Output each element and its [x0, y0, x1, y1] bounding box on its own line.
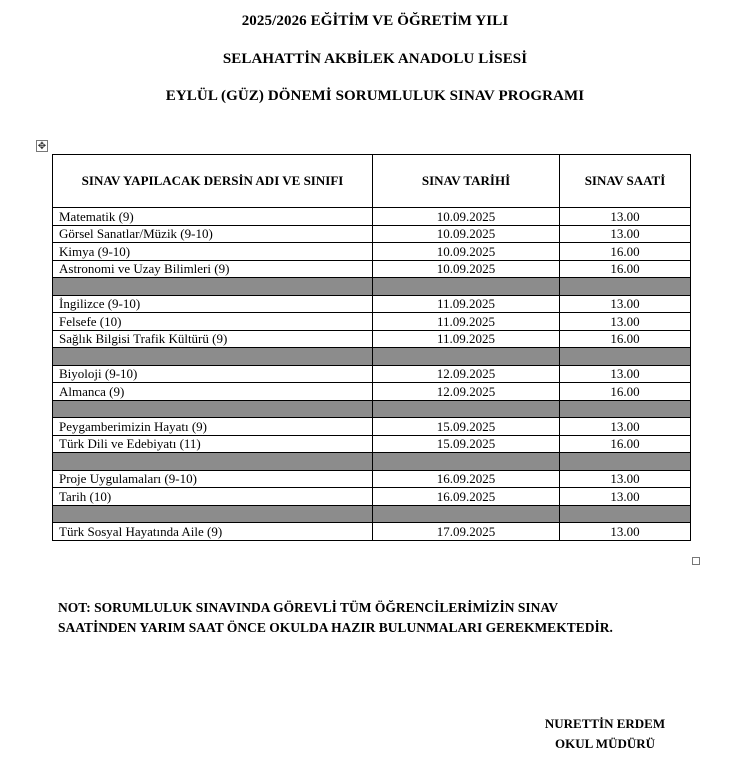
course-cell: Matematik (9): [53, 208, 373, 226]
time-cell: 13.00: [560, 470, 691, 488]
table-row: [53, 418, 691, 436]
time-cell: 13.00: [560, 488, 691, 506]
separator-cell: [373, 453, 560, 471]
course-cell: Almanca (9): [53, 383, 373, 401]
date-cell: 11.09.2025: [373, 330, 560, 348]
table-row: [53, 488, 691, 506]
time-cell: 13.00: [560, 295, 691, 313]
time-cell: 16.00: [560, 243, 691, 261]
date-cell: 10.09.2025: [373, 243, 560, 261]
course-column-header: SINAV YAPILACAK DERSİN ADI VE SINIFI: [53, 155, 373, 208]
date-cell: 11.09.2025: [373, 313, 560, 331]
time-cell: 16.00: [560, 435, 691, 453]
time-column-header: SINAV SAATİ: [560, 155, 691, 208]
separator-cell: [53, 505, 373, 523]
table-body: [53, 208, 691, 541]
course-cell: Türk Dili ve Edebiyatı (11): [53, 435, 373, 453]
time-cell: 13.00: [560, 418, 691, 436]
table-row: [53, 295, 691, 313]
date-cell: 16.09.2025: [373, 488, 560, 506]
table-row: [53, 435, 691, 453]
course-cell: Sağlık Bilgisi Trafik Kültürü (9): [53, 330, 373, 348]
principal-title: OKUL MÜDÜRÜ: [554, 736, 656, 751]
time-cell: 13.00: [560, 225, 691, 243]
separator-cell: [53, 278, 373, 296]
time-cell: 13.00: [560, 365, 691, 383]
separator-cell: [560, 400, 691, 418]
date-cell: 15.09.2025: [373, 435, 560, 453]
course-cell: Astronomi ve Uzay Bilimleri (9): [53, 260, 373, 278]
table-row: [53, 470, 691, 488]
table-move-handle-icon[interactable]: ✥: [37, 141, 47, 152]
group-separator-row: [53, 453, 691, 471]
table-header-row: [53, 155, 691, 208]
table-row: [53, 330, 691, 348]
date-cell: 10.09.2025: [373, 225, 560, 243]
separator-cell: [373, 505, 560, 523]
program-title-heading: EYLÜL (GÜZ) DÖNEMİ SORUMLULUK SINAV PROGRAMI: [165, 88, 585, 104]
group-separator-row: [53, 400, 691, 418]
separator-cell: [373, 278, 560, 296]
time-cell: 13.00: [560, 208, 691, 226]
separator-cell: [560, 278, 691, 296]
course-cell: Felsefe (10): [53, 313, 373, 331]
year-heading: 2025/2026 EĞİTİM VE ÖĞRETİM YILI: [241, 13, 509, 29]
date-cell: 15.09.2025: [373, 418, 560, 436]
course-cell: Biyoloji (9-10): [53, 365, 373, 383]
separator-cell: [560, 505, 691, 523]
course-cell: Türk Sosyal Hayatında Aile (9): [53, 523, 373, 541]
date-cell: 17.09.2025: [373, 523, 560, 541]
course-cell: Peygamberimizin Hayatı (9): [53, 418, 373, 436]
group-separator-row: [53, 505, 691, 523]
time-cell: 13.00: [560, 313, 691, 331]
separator-cell: [560, 453, 691, 471]
date-cell: 12.09.2025: [373, 365, 560, 383]
separator-cell: [53, 453, 373, 471]
exam-schedule-table: [52, 154, 691, 541]
separator-cell: [560, 348, 691, 366]
date-column-header: SINAV TARİHİ: [373, 155, 560, 208]
date-cell: 10.09.2025: [373, 208, 560, 226]
separator-cell: [53, 348, 373, 366]
date-cell: 10.09.2025: [373, 260, 560, 278]
exam-note: [58, 598, 708, 638]
course-cell: Proje Uygulamaları (9-10): [53, 470, 373, 488]
note-line-1: NOT: SORUMLULUK SINAVINDA GÖREVLİ TÜM ÖĞRENCİLERİMİZİN SINAV: [58, 600, 559, 615]
time-cell: 13.00: [560, 523, 691, 541]
table-row: [53, 208, 691, 226]
date-cell: 12.09.2025: [373, 383, 560, 401]
separator-cell: [373, 400, 560, 418]
course-cell: Görsel Sanatlar/Müzik (9-10): [53, 225, 373, 243]
course-cell: Tarih (10): [53, 488, 373, 506]
group-separator-row: [53, 348, 691, 366]
table-row: [53, 260, 691, 278]
separator-cell: [373, 348, 560, 366]
table-row: [53, 225, 691, 243]
time-cell: 16.00: [560, 383, 691, 401]
table-row: [53, 523, 691, 541]
table-resize-handle[interactable]: [692, 557, 700, 565]
table-row: [53, 313, 691, 331]
note-line-2: SAATİNDEN YARIM SAAT ÖNCE OKULDA HAZIR BULUNMALARI GEREKMEKTEDİR.: [58, 620, 613, 635]
table-row: [53, 243, 691, 261]
separator-cell: [53, 400, 373, 418]
table-row: [53, 365, 691, 383]
time-cell: 16.00: [560, 330, 691, 348]
course-cell: Kimya (9-10): [53, 243, 373, 261]
course-cell: İngilizce (9-10): [53, 295, 373, 313]
principal-name: NURETTİN ERDEM: [544, 716, 666, 731]
date-cell: 11.09.2025: [373, 295, 560, 313]
date-cell: 16.09.2025: [373, 470, 560, 488]
school-name-heading: SELAHATTİN AKBİLEK ANADOLU LİSESİ: [222, 51, 528, 67]
table-row: [53, 383, 691, 401]
time-cell: 16.00: [560, 260, 691, 278]
group-separator-row: [53, 278, 691, 296]
